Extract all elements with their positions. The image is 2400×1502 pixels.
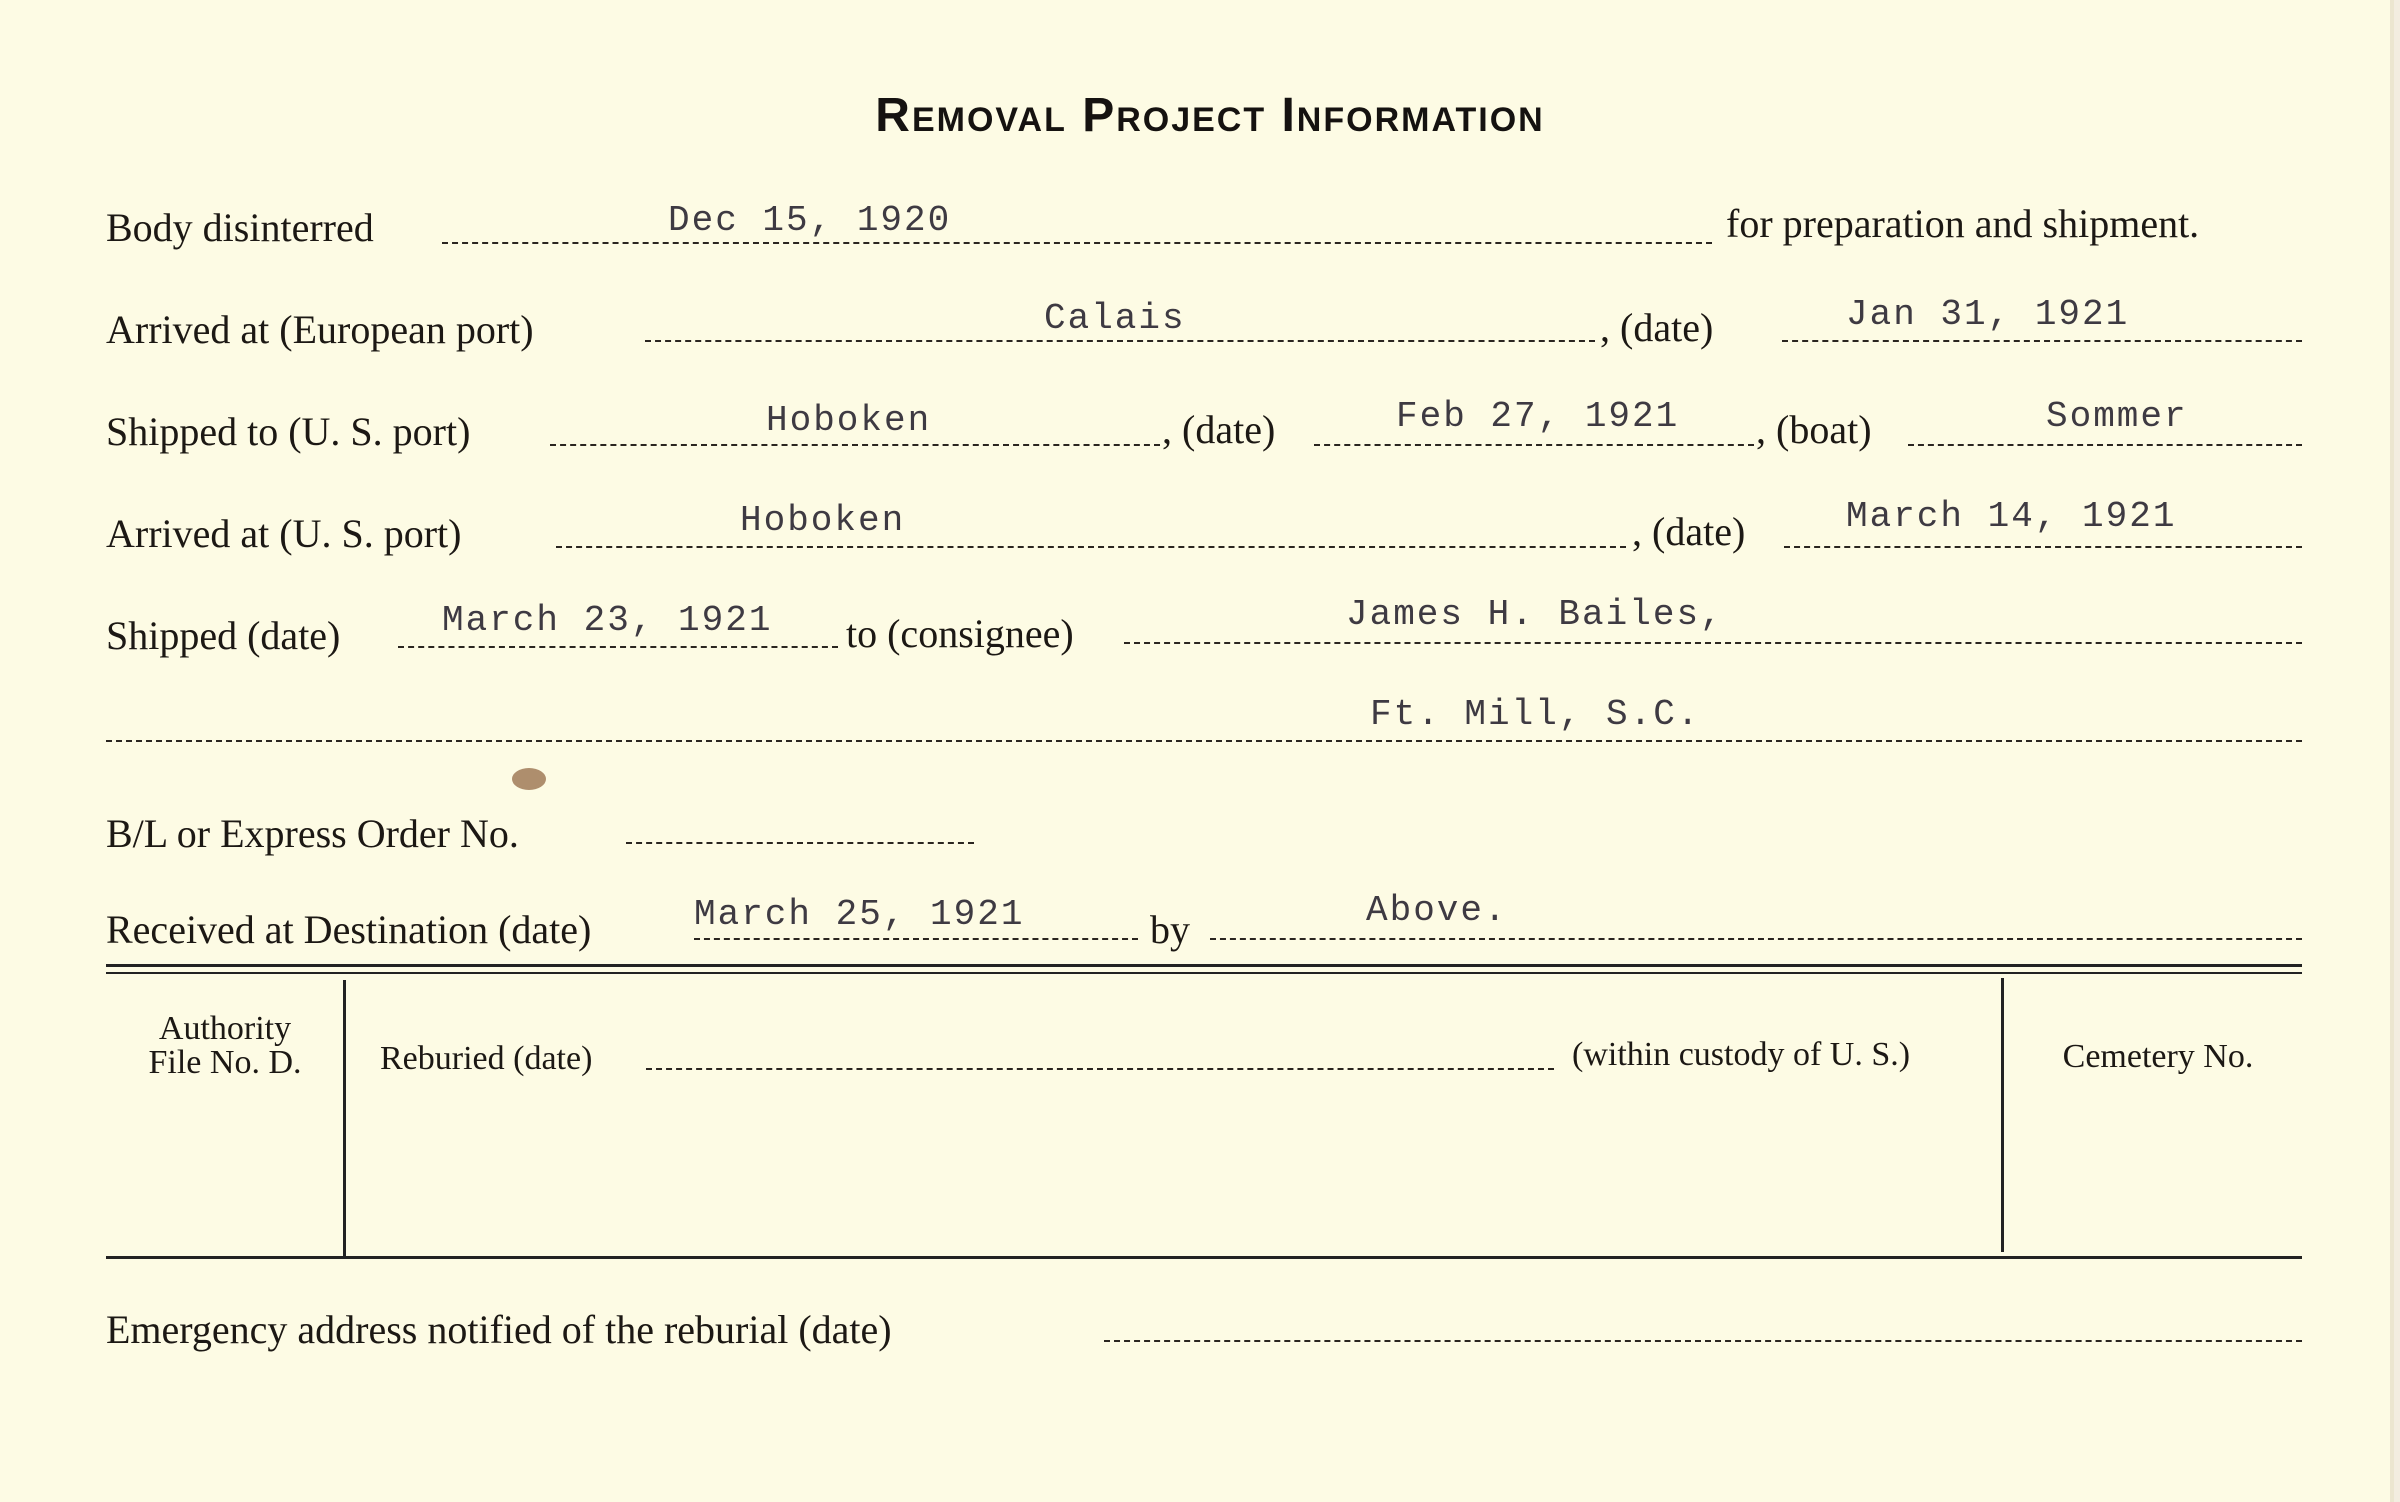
authority-label: Authority [158, 1010, 292, 1047]
emergency-line [1104, 1340, 2302, 1342]
us-port-line [550, 444, 1160, 446]
european-date-label: , (date) [1600, 305, 1714, 350]
consignee-line [1124, 642, 2302, 644]
emergency-label: Emergency address notified of the reburial (date) [106, 1307, 892, 1352]
shipped-date-2: March 23, 1921 [442, 600, 773, 641]
received-date-value: March 25, 1921 [694, 894, 1025, 935]
body-disinterred-date: Dec 15, 1920 [668, 200, 952, 241]
cemetery-divider [2001, 978, 2004, 1252]
european-port-line [645, 340, 1595, 342]
ink-stain [512, 768, 546, 790]
european-date-value: Jan 31, 1921 [1846, 294, 2130, 335]
received-date-line [694, 938, 1138, 940]
table-top-rule-2 [106, 972, 2302, 974]
body-disinterred-label: Body disinterred [106, 205, 374, 250]
consignee-address: Ft. Mill, S.C. [1370, 694, 1701, 735]
arrived-us-port-line [556, 546, 1626, 548]
boat-line [1908, 444, 2302, 446]
custody-note: (within custody of U. S.) [1572, 1036, 1911, 1073]
european-port-value: Calais [1044, 298, 1186, 339]
boat-label: , (boat) [1756, 407, 1872, 452]
arrived-us-date-line [1784, 546, 2302, 548]
consignee-address-line [106, 740, 2302, 742]
arrived-us-date-value: March 14, 1921 [1846, 496, 2177, 537]
arrived-us-port-value: Hoboken [740, 500, 906, 541]
reburied-label: Reburied (date) [380, 1040, 593, 1077]
file-no-label: File No. D. [148, 1044, 302, 1081]
authority-divider [343, 980, 346, 1256]
shipped-label: Shipped (date) [106, 613, 341, 658]
consignee-name: James H. Bailes, [1346, 594, 1724, 635]
reburied-line [646, 1068, 1554, 1070]
table-bottom-rule [106, 1256, 2302, 1259]
cemetery-label: Cemetery No. [2062, 1038, 2254, 1075]
received-by-label: by [1150, 907, 1190, 952]
shipped-date-line-2 [398, 646, 838, 648]
boat-value: Sommer [2046, 396, 2188, 437]
european-date-line [1782, 340, 2302, 342]
received-by-line [1210, 938, 2302, 940]
shipped-date-value: Feb 27, 1921 [1396, 396, 1680, 437]
shipped-date-line [1314, 444, 1754, 446]
us-port-value: Hoboken [766, 400, 932, 441]
arrived-european-label: Arrived at (European port) [106, 307, 534, 352]
arrived-us-label: Arrived at (U. S. port) [106, 511, 462, 556]
shipped-date-label: , (date) [1162, 407, 1276, 452]
table-top-rule [106, 964, 2302, 967]
received-label: Received at Destination (date) [106, 907, 592, 952]
card-title: Removal Project Information [875, 89, 1545, 142]
bl-order-line [626, 842, 974, 844]
consignee-label: to (consignee) [846, 611, 1074, 656]
bl-order-label: B/L or Express Order No. [106, 811, 519, 856]
arrived-us-date-label: , (date) [1632, 509, 1746, 554]
shipped-us-label: Shipped to (U. S. port) [106, 409, 471, 454]
body-disinterred-line [442, 242, 1712, 244]
preparation-suffix: for preparation and shipment. [1726, 201, 2200, 246]
received-by-value: Above. [1366, 890, 1508, 931]
